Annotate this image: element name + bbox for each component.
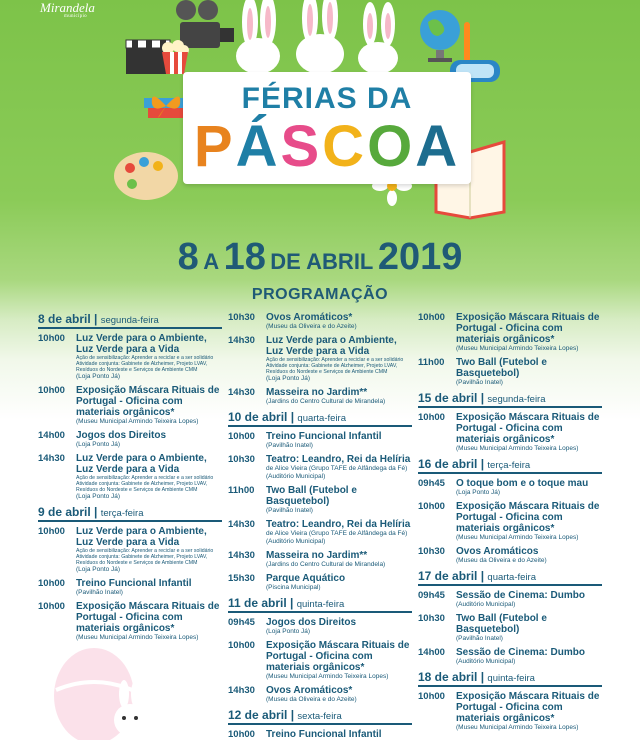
event-location: (Loja Ponto Já) (456, 489, 501, 496)
day-header (228, 596, 412, 613)
event-time: 14h30 (228, 335, 255, 346)
day-header (418, 457, 602, 474)
event-time: 10h00 (38, 385, 65, 396)
event-body (456, 478, 602, 497)
event-location: (Pavilhão Inatel) (76, 589, 123, 596)
event-time: 10h30 (228, 454, 255, 465)
event-body (266, 387, 412, 406)
event-time: 09h45 (228, 617, 255, 628)
day-date: 12 de abril (228, 708, 288, 722)
event-time: 11h00 (228, 485, 255, 496)
event-name: Exposição Máscara Rituais de Portugal - Oficina com materiais orgânicos* (76, 385, 220, 418)
popcorn-icon (158, 40, 192, 76)
palette-icon (112, 148, 182, 204)
day-weekday: terça-feira (487, 460, 531, 471)
event-time: 10h30 (228, 312, 255, 323)
event-time: 09h45 (418, 590, 445, 601)
day-separator: | (477, 457, 488, 471)
event-name: Teatro: Leandro, Rei da Helíria (266, 454, 411, 465)
event-name: Luz Verde para o Ambiente, Luz Verde para a Vida (76, 453, 207, 475)
schedule-event (228, 550, 412, 569)
event-time: 14h30 (228, 519, 255, 530)
event-location: (Jardins do Centro Cultural de Mirandela) (266, 561, 386, 568)
event-time: 11h00 (418, 357, 445, 368)
schedule-event (38, 601, 222, 642)
schedule-event (228, 519, 412, 546)
day-header (38, 505, 222, 522)
schedule-event (418, 501, 602, 542)
event-body (266, 312, 412, 331)
event-location: (Pavilhão Inatel) (266, 442, 313, 449)
event-detail: Atividade conjunta: Gabinete de Alzheimer, Projeto LVAV, Resíduos do Nordeste e Serviços de Ambiente CMM (266, 363, 398, 375)
schedule-event (228, 640, 412, 681)
day-date: 16 de abril (418, 457, 478, 471)
event-body (266, 485, 412, 515)
day-date: 9 de abril (38, 505, 91, 519)
day-separator: | (477, 569, 488, 583)
day-date: 11 de abril (228, 596, 287, 610)
event-time: 10h00 (38, 578, 65, 589)
event-location: (Loja Ponto Já) (76, 441, 121, 448)
schedule-event (38, 333, 222, 381)
event-name: Masseira no Jardim** (266, 387, 368, 398)
event-name: Jogos dos Direitos (266, 617, 357, 628)
event-name: Luz Verde para o Ambiente, Luz Verde para a Vida (266, 335, 397, 357)
schedule-event (418, 590, 602, 609)
event-name: Ovos Aromáticos* (266, 312, 353, 323)
event-body (76, 385, 222, 426)
event-time: 10h30 (418, 613, 445, 624)
event-location: (Pavilhão Inatel) (456, 635, 503, 642)
event-name: Ovos Aromáticos (456, 546, 539, 557)
event-body (456, 501, 602, 542)
day-header (38, 312, 222, 329)
event-body (456, 412, 602, 453)
event-name: Two Ball (Futebol e Basquetebol) (266, 485, 357, 507)
event-detail: Atividade conjunta: Gabinete de Alzheimer, Projeto LVAV, Resíduos do Nordeste e Serviços de Ambiente CMM (76, 554, 208, 566)
schedule-event (418, 312, 602, 353)
event-time: 14h30 (228, 550, 255, 561)
event-location: (Jardins do Centro Cultural de Mirandela) (266, 398, 386, 405)
schedule-event (228, 387, 412, 406)
date-a: A (203, 249, 220, 274)
title-line1: FÉRIAS DA (241, 82, 413, 115)
schedule-event (418, 357, 602, 387)
bunny-icon (100, 680, 160, 740)
schedule-event (38, 453, 222, 501)
day-header (228, 410, 412, 427)
event-location: (Loja Ponto Já) (266, 628, 311, 635)
day-separator: | (477, 391, 488, 405)
event-body (76, 453, 222, 501)
event-name: Treino Funcional Infantil (266, 431, 382, 442)
logo-sub: município (64, 14, 87, 19)
event-name: Teatro: Leandro, Rei da Helíria (266, 519, 411, 530)
title-line2: PÁSCOA (193, 114, 461, 179)
day-separator: | (477, 670, 488, 684)
day-date: 17 de abril (418, 569, 478, 583)
event-location: (Loja Ponto Já) (76, 566, 121, 573)
event-time: 14h30 (228, 387, 255, 398)
day-weekday: segunda-feira (487, 394, 546, 405)
event-body (266, 685, 412, 704)
day-weekday: sexta-feira (297, 711, 342, 722)
event-name: Luz Verde para o Ambiente, Luz Verde para a Vida (76, 333, 207, 355)
event-location: (Museu da Oliveira e do Azeite) (266, 323, 357, 330)
event-body (266, 573, 412, 592)
schedule-event (38, 385, 222, 426)
day-date: 15 de abril (418, 391, 478, 405)
event-name: Two Ball (Futebol e Basquetebol) (456, 357, 547, 379)
event-time: 10h00 (228, 431, 255, 442)
event-name: O toque bom e o toque mau (456, 478, 589, 489)
schedule-event (228, 685, 412, 704)
schedule-event (418, 478, 602, 497)
event-body (456, 691, 602, 732)
schedule-event (228, 485, 412, 515)
event-time: 10h00 (38, 526, 65, 537)
day-separator: | (286, 596, 297, 610)
event-body (266, 335, 412, 383)
day-weekday: quinta-feira (487, 673, 535, 684)
schedule-event (228, 729, 412, 740)
programacao-heading: PROGRAMAÇÃO (251, 286, 389, 303)
event-time: 14h30 (38, 453, 65, 464)
event-time: 14h00 (38, 430, 65, 441)
event-location: (Pavilhão Inatel) (266, 507, 313, 514)
event-body (76, 526, 222, 574)
schedule-event (228, 617, 412, 636)
date-month: DE ABRIL (270, 249, 374, 274)
event-body (266, 640, 412, 681)
event-detail: Ação de sensibilização: Aprender a reciclar e a ser solidário (76, 475, 214, 481)
event-name: Treino Funcional Infantil (266, 729, 382, 740)
event-time: 14h30 (228, 685, 255, 696)
schedule-event (228, 454, 412, 481)
event-name: Luz Verde para o Ambiente, Luz Verde para a Vida (76, 526, 207, 548)
event-time: 10h00 (418, 501, 445, 512)
schedule-event (418, 647, 602, 666)
butterfly-icon (146, 86, 186, 126)
mirandela-logo (40, 0, 95, 19)
event-body (76, 430, 222, 449)
schedule-event (228, 431, 412, 450)
event-name: Sessão de Cinema: Dumbo (456, 590, 585, 601)
date-start: 8 (177, 236, 199, 278)
event-time: 10h00 (418, 312, 445, 323)
event-detail: Ação de sensibilização: Aprender a reciclar e a ser solidário (76, 548, 214, 554)
title-board (183, 72, 471, 184)
schedule-event (418, 691, 602, 732)
event-body (456, 357, 602, 387)
day-weekday: quarta-feira (487, 572, 536, 583)
schedule-event (418, 613, 602, 643)
event-time: 10h00 (228, 729, 255, 740)
event-location: de Alice Vieira (Grupo TAFE de Alfândega da Fé) (Auditório Municipal) (266, 465, 408, 480)
event-time: 10h00 (418, 412, 445, 423)
event-name: Masseira no Jardim** (266, 550, 368, 561)
event-name: Exposição Máscara Rituais de Portugal - Oficina com materiais orgânicos* (456, 691, 600, 724)
schedule-event (38, 430, 222, 449)
event-time: 10h00 (418, 691, 445, 702)
event-body (266, 550, 412, 569)
event-time: 10h00 (228, 640, 255, 651)
logo-name: Mirandela (40, 0, 95, 15)
schedule-event (228, 312, 412, 331)
event-location: (Museu Municipal Armindo Teixeira Lopes) (76, 634, 199, 641)
day-weekday: quarta-feira (297, 413, 346, 424)
date-year: 2019 (377, 236, 463, 278)
event-detail: Atividade conjunta: Gabinete de Alzheimer, Projeto LVAV, Resíduos do Nordeste e Serviços de Ambiente CMM (76, 481, 208, 493)
schedule-event (228, 573, 412, 592)
event-detail: Atividade conjunta: Gabinete de Alzheimer, Projeto LVAV, Resíduos do Nordeste e Serviços de Ambiente CMM (76, 361, 208, 373)
event-time: 10h00 (38, 601, 65, 612)
event-location: (Pavilhão Inatel) (456, 379, 503, 386)
day-separator: | (287, 410, 298, 424)
event-time: 09h45 (418, 478, 445, 489)
date-end: 18 (223, 236, 266, 278)
event-name: Jogos dos Direitos (76, 430, 167, 441)
event-detail: Ação de sensibilização: Aprender a reciclar e a ser solidário (76, 355, 214, 361)
event-time: 10h00 (38, 333, 65, 344)
event-body (456, 647, 602, 666)
day-separator: | (90, 505, 101, 519)
event-time: 10h30 (418, 546, 445, 557)
event-body (266, 431, 412, 450)
event-body (76, 333, 222, 381)
day-weekday: segunda-feira (100, 315, 159, 326)
event-body (266, 617, 412, 636)
event-name: Exposição Máscara Rituais de Portugal - Oficina com materiais orgânicos* (266, 640, 410, 673)
event-location: (Museu Municipal Armindo Teixeira Lopes) (456, 345, 579, 352)
schedule-event (228, 335, 412, 383)
event-name: Ovos Aromáticos* (266, 685, 353, 696)
event-body (76, 578, 222, 597)
schedule-column-1 (38, 312, 222, 646)
day-header (418, 670, 602, 687)
event-body (266, 519, 412, 546)
event-body (456, 590, 602, 609)
event-location: (Museu da Oliveira e do Azeite) (456, 557, 547, 564)
event-name: Sessão de Cinema: Dumbo (456, 647, 585, 658)
event-body (76, 601, 222, 642)
day-date: 8 de abril (38, 312, 91, 326)
event-location: (Museu Municipal Armindo Teixeira Lopes) (266, 673, 389, 680)
event-body (456, 546, 602, 565)
day-header (228, 708, 412, 725)
day-header (418, 569, 602, 586)
event-name: Exposição Máscara Rituais de Portugal - Oficina com materiais orgânicos* (456, 412, 600, 445)
event-name: Exposição Máscara Rituais de Portugal - Oficina com materiais orgânicos* (456, 501, 600, 534)
event-location: (Auditório Municipal) (456, 601, 516, 608)
event-location: (Loja Ponto Já) (76, 493, 121, 500)
schedule-event (38, 526, 222, 574)
event-location: (Museu da Oliveira e do Azeite) (266, 696, 357, 703)
event-location: (Piscina Municipal) (266, 584, 321, 591)
event-name: Parque Aquático (266, 573, 346, 584)
bunny-ears-icon (228, 0, 418, 76)
event-location: (Museu Municipal Armindo Teixeira Lopes) (456, 724, 579, 731)
event-location: (Auditório Municipal) (456, 658, 516, 665)
day-separator: | (90, 312, 101, 326)
event-body (456, 613, 602, 643)
event-name: Two Ball (Futebol e Basquetebol) (456, 613, 547, 635)
day-date: 18 de abril (418, 670, 478, 684)
event-name: Treino Funcional Infantil (76, 578, 192, 589)
event-location: (Museu Municipal Armindo Teixeira Lopes) (456, 445, 579, 452)
event-detail: Ação de sensibilização: Aprender a reciclar e a ser solidário (266, 357, 404, 363)
event-body (456, 312, 602, 353)
event-location: (Loja Ponto Já) (266, 375, 311, 382)
schedule-event (418, 412, 602, 453)
day-separator: | (287, 708, 298, 722)
event-body (266, 454, 412, 481)
event-dates (0, 236, 640, 279)
day-weekday: terça-feira (100, 508, 144, 519)
event-body (266, 729, 412, 740)
event-location: (Loja Ponto Já) (76, 373, 121, 380)
event-name: Exposição Máscara Rituais de Portugal - Oficina com materiais orgânicos* (76, 601, 220, 634)
event-time: 15h30 (228, 573, 255, 584)
schedule-event (38, 578, 222, 597)
schedule-column-3 (418, 312, 602, 736)
event-location: (Museu Municipal Armindo Teixeira Lopes) (76, 418, 199, 425)
day-weekday: quinta-feira (296, 599, 345, 610)
schedule-event (418, 546, 602, 565)
event-location: (Museu Municipal Armindo Teixeira Lopes) (456, 534, 579, 541)
event-name: Exposição Máscara Rituais de Portugal - Oficina com materiais orgânicos* (456, 312, 600, 345)
day-header (418, 391, 602, 408)
event-location: de Alice Vieira (Grupo TAFE de Alfândega da Fé) (Auditório Municipal) (266, 530, 408, 545)
schedule-column-2 (228, 312, 412, 740)
event-time: 14h00 (418, 647, 445, 658)
day-date: 10 de abril (228, 410, 288, 424)
